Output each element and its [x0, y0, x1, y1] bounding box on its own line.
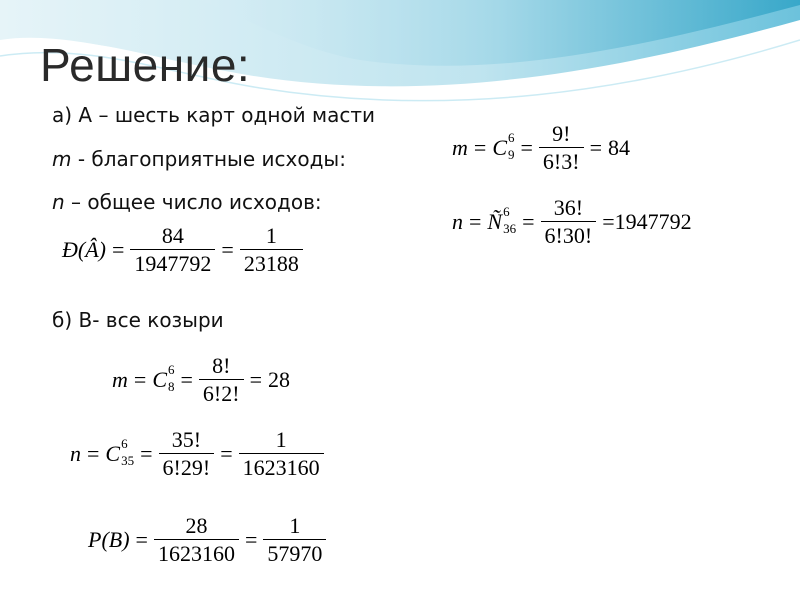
comb-sub: 36 — [503, 220, 517, 236]
combination — [152, 361, 175, 394]
text-line-a: а) А – шесть карт одной масти — [52, 103, 375, 127]
frac-num: 1 — [265, 223, 277, 248]
comb-sub: 8 — [168, 378, 175, 394]
combination — [105, 435, 135, 468]
formula-lhs: m — [452, 134, 468, 160]
formula-lhs: P(B) — [88, 526, 130, 552]
comb-letter: Ñ — [487, 208, 503, 234]
frac-den: 1623160 — [239, 453, 324, 479]
text-m-desc: - благоприятные исходы: — [71, 147, 346, 171]
result: 28 — [268, 366, 290, 392]
frac-num: 1 — [289, 513, 301, 538]
frac-den: 1947792 — [130, 249, 215, 275]
text-line-n — [52, 190, 322, 214]
fraction-2 — [239, 428, 324, 479]
frac-num: 84 — [161, 223, 184, 248]
text-n-desc: – общее число исходов: — [64, 190, 322, 214]
frac-num: 1 — [275, 427, 287, 452]
fraction — [539, 122, 584, 173]
fraction-1 — [130, 224, 215, 275]
frac-num: 9! — [552, 121, 571, 146]
combination — [487, 203, 517, 236]
fraction — [199, 354, 244, 405]
fraction-1 — [154, 514, 239, 565]
combination — [492, 129, 515, 162]
text-line-m — [52, 147, 346, 171]
var-m: m — [52, 147, 72, 171]
formula-p-a: Ð(Â) = $\frac{84}{1947792}$ = $\frac{1}{23188}$ — [62, 224, 309, 275]
formula-lhs: m — [112, 366, 128, 392]
comb-sup: 6 — [508, 129, 515, 145]
frac-den: 23188 — [240, 249, 303, 275]
comb-letter: C — [492, 134, 507, 160]
comb-sup: 6 — [503, 203, 510, 219]
formula-n-a: n = Ñ 6 36 = $\frac{36!}{6!30!}$ = 1947792 — [452, 195, 692, 249]
formula-lhs: n — [70, 440, 81, 466]
frac-den: 6!30! — [541, 221, 597, 247]
comb-sub: 35 — [121, 452, 135, 468]
comb-letter: C — [152, 366, 167, 392]
fraction-2 — [263, 514, 326, 565]
equals-sign: = — [469, 208, 482, 234]
frac-den: 6!3! — [539, 147, 584, 173]
formula-p-b: P(B) = $\frac{28}{1623160}$ = $\frac{1}{57970}$ — [88, 514, 332, 565]
frac-num: 35! — [171, 427, 202, 452]
comb-sub: 9 — [508, 146, 515, 162]
comb-sup: 6 — [168, 361, 175, 377]
var-n: n — [52, 190, 65, 214]
formula-m-a: m = C 6 9 = $\frac{9!}{6!3!}$ = 84 — [452, 121, 630, 175]
comb-letter: C — [105, 440, 121, 466]
formula-n-b: n = C 6 35 = $\frac{35!}{6!29!}$ = $\frac{1}{1623160}$ — [70, 428, 330, 479]
formula-lhs: Ð(Â) — [62, 236, 106, 262]
formula-lhs: n — [452, 208, 463, 234]
fraction-2 — [240, 224, 303, 275]
text-line-b: б) В- все козыри — [52, 308, 224, 332]
slide-title: Решение: — [40, 39, 251, 91]
frac-den: 1623160 — [154, 539, 239, 565]
fraction — [541, 196, 597, 247]
frac-den: 6!2! — [199, 379, 244, 405]
formula-m-b: m = C 6 8 = $\frac{8!}{6!2!}$ = 28 — [112, 353, 290, 407]
frac-den: 6!29! — [159, 453, 215, 479]
result: 84 — [608, 134, 630, 160]
frac-num: 8! — [212, 353, 231, 378]
frac-num: 28 — [185, 513, 208, 538]
equals-sign: = — [473, 134, 487, 160]
fraction-1 — [159, 428, 215, 479]
frac-den: 57970 — [263, 539, 326, 565]
result: 1947792 — [614, 208, 692, 234]
comb-sup: 6 — [121, 435, 128, 451]
frac-num: 36! — [553, 195, 584, 220]
